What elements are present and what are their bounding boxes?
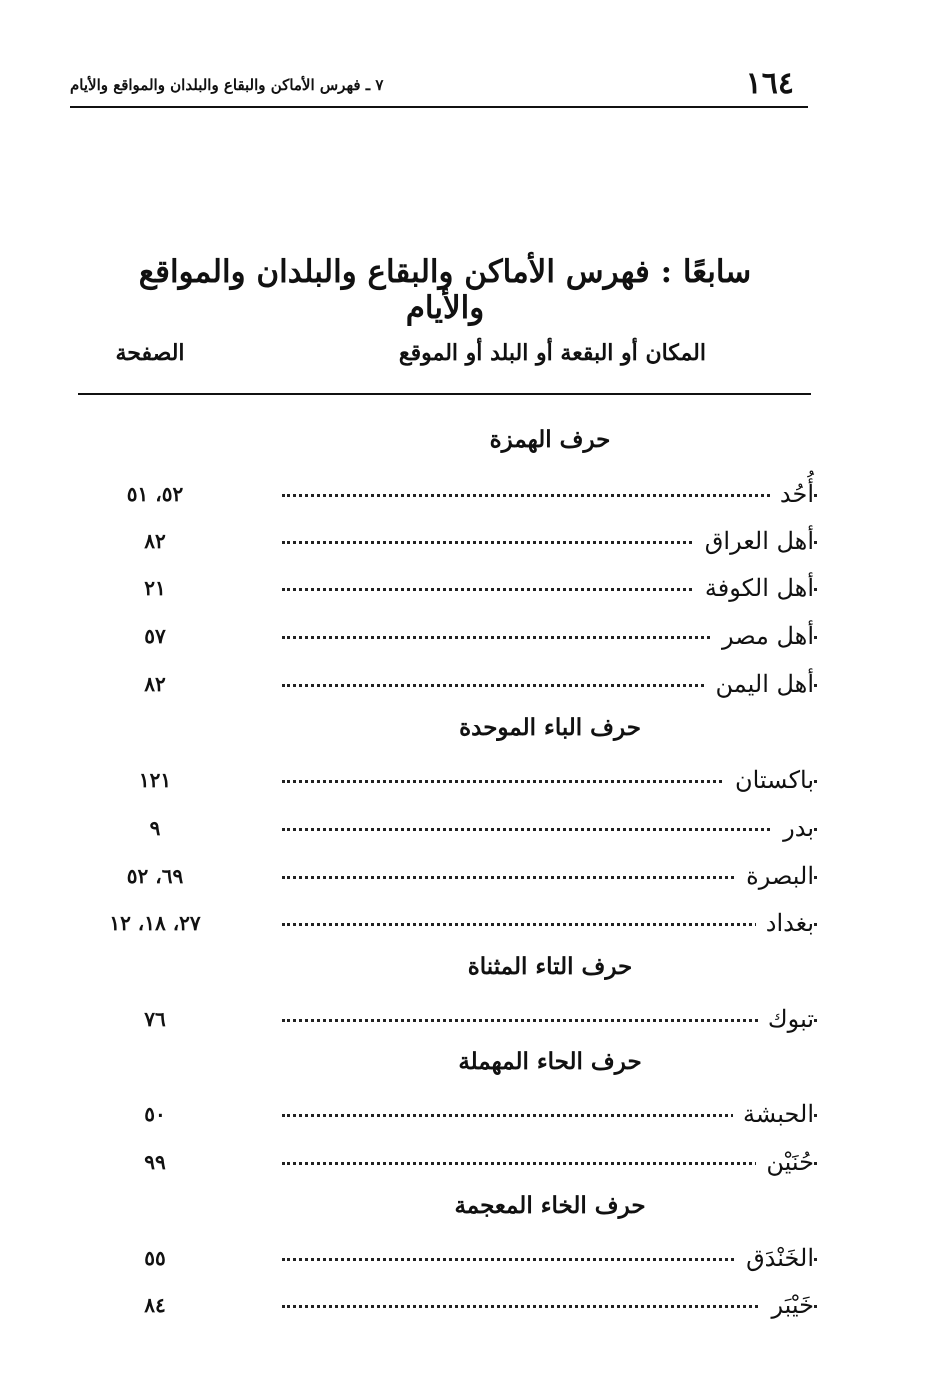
entry-page: ٦٩، ٥٢ xyxy=(126,864,184,888)
column-heading-place: المكان أو البقعة أو البلد أو الموقع xyxy=(398,340,706,366)
entry-name: أهل العراق xyxy=(695,523,814,559)
entry-dots xyxy=(282,1305,817,1308)
entry-name: أهل الكوفة xyxy=(695,570,814,606)
section-heading: حرف الباء الموحدة xyxy=(459,714,641,741)
index-entry xyxy=(0,905,944,945)
entry-name: باكستان xyxy=(725,762,814,798)
entry-name: أهل اليمن xyxy=(706,666,815,702)
column-heading-page: الصفحة xyxy=(115,340,185,366)
entry-page: ٨٤ xyxy=(144,1293,166,1317)
entry-dots xyxy=(282,923,817,926)
index-entry xyxy=(0,1144,944,1184)
section-heading: حرف التاء المثناة xyxy=(467,953,633,980)
index-entry xyxy=(0,1240,944,1280)
entry-page: ٨٢ xyxy=(144,672,166,696)
entry-page: ٢٧، ١٨، ١٢ xyxy=(109,911,201,935)
entry-dots xyxy=(282,828,817,831)
page-number: ١٦٤ xyxy=(745,66,794,101)
header-rule xyxy=(70,106,808,108)
index-title: سابعًا : فهرس الأماكن والبقاع والبلدان والمواقع والأيام xyxy=(138,254,752,326)
entry-page: ٢١ xyxy=(144,576,166,600)
entry-page: ٥٧ xyxy=(144,624,166,648)
index-entry xyxy=(0,1096,944,1136)
index-entry xyxy=(0,476,944,516)
entry-page: ٥٢، ٥١ xyxy=(126,482,184,506)
entry-dots xyxy=(282,1019,817,1022)
entry-dots xyxy=(282,1162,817,1165)
entry-page: ٩٩ xyxy=(144,1150,166,1174)
entry-page: ٥٠ xyxy=(144,1102,166,1126)
entry-name: الخَنْدَق xyxy=(736,1240,814,1276)
entry-name: بغداد xyxy=(756,905,814,941)
entry-name: تبوك xyxy=(758,1001,814,1037)
entry-dots xyxy=(282,494,817,497)
section-heading: حرف الحاء المهملة xyxy=(458,1048,642,1075)
index-entry xyxy=(0,1287,944,1327)
section-heading: حرف الهمزة xyxy=(489,426,611,453)
index-entry xyxy=(0,762,944,802)
index-entry xyxy=(0,570,944,610)
entry-name: أُحُد xyxy=(770,476,814,512)
index-entry xyxy=(0,666,944,706)
entry-name: حُنَيْن xyxy=(756,1144,814,1180)
entry-page: ٧٦ xyxy=(144,1007,166,1031)
index-entry xyxy=(0,523,944,563)
entry-name: أهل مصر xyxy=(712,618,814,654)
section-heading: حرف الخاء المعجمة xyxy=(454,1192,646,1219)
entry-page: ١٢١ xyxy=(138,768,172,792)
entry-page: ٨٢ xyxy=(144,529,166,553)
index-entry xyxy=(0,618,944,658)
entry-name: خَيْبَر xyxy=(761,1287,814,1323)
running-header: ٧ ـ فهرس الأماكن والبقاع والبلدان والمواقع والأيام xyxy=(70,76,384,94)
index-entry xyxy=(0,858,944,898)
index-entry xyxy=(0,1001,944,1041)
table-rule xyxy=(78,393,811,395)
entry-name: البصرة xyxy=(736,858,814,894)
entry-page: ٩ xyxy=(149,816,161,840)
entry-page: ٥٥ xyxy=(144,1246,166,1270)
entry-name: بدر xyxy=(773,810,814,846)
index-entry xyxy=(0,810,944,850)
entry-name: الحبشة xyxy=(733,1096,814,1132)
